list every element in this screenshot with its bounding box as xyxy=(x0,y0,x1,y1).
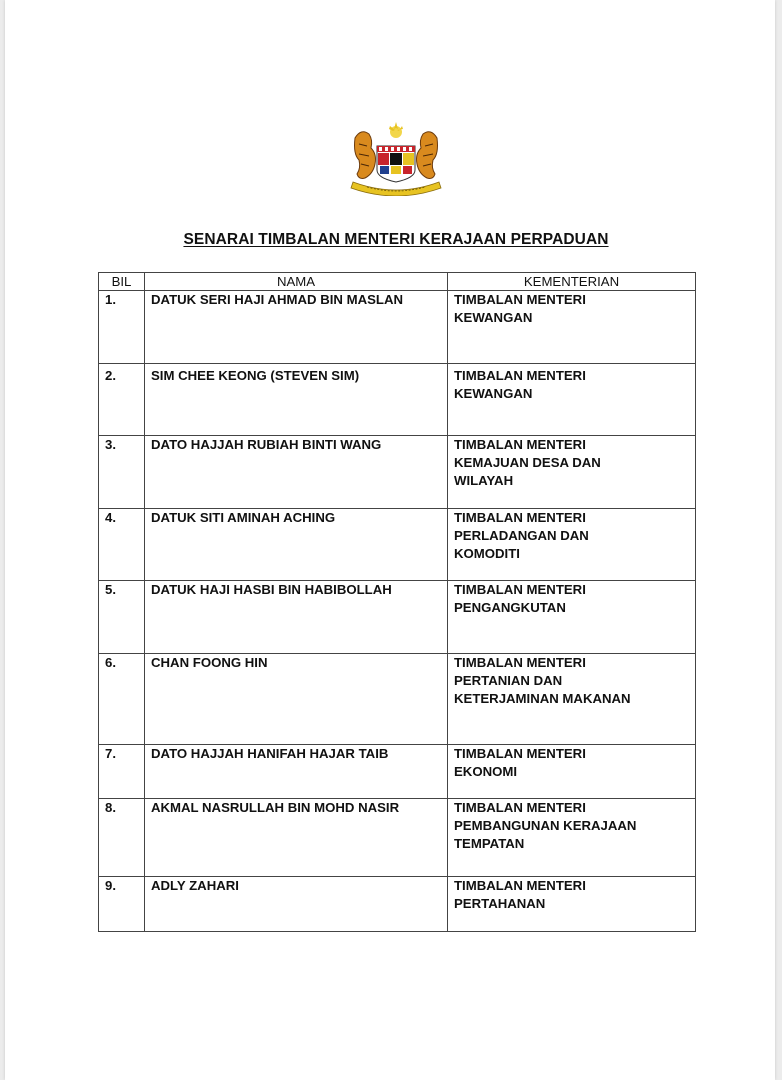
malaysia-coat-of-arms-emblem xyxy=(347,120,445,196)
header-nama: NAMA xyxy=(145,273,448,291)
row-nama: DATUK HAJI HASBI BIN HABIBOLLAH xyxy=(145,581,448,654)
row-nama: DATO HAJJAH RUBIAH BINTI WANG xyxy=(145,436,448,509)
row-nama: SIM CHEE KEONG (STEVEN SIM) xyxy=(145,364,448,436)
row-bil: 5. xyxy=(99,581,145,654)
table-row xyxy=(99,291,696,364)
row-bil: 6. xyxy=(99,654,145,745)
row-kementerian: TIMBALAN MENTERI PEMBANGUNAN KERAJAAN TEMPATAN xyxy=(448,799,696,877)
table-row xyxy=(99,436,696,509)
row-bil: 8. xyxy=(99,799,145,877)
table-row xyxy=(99,877,696,932)
row-nama: AKMAL NASRULLAH BIN MOHD NASIR xyxy=(145,799,448,877)
header-kementerian: KEMENTERIAN xyxy=(448,273,696,291)
document-title: SENARAI TIMBALAN MENTERI KERAJAAN PERPADUAN xyxy=(183,231,609,248)
row-bil: 2. xyxy=(99,364,145,436)
row-nama: DATO HAJJAH HANIFAH HAJAR TAIB xyxy=(145,745,448,799)
row-nama: ADLY ZAHARI xyxy=(145,877,448,932)
row-bil: 9. xyxy=(99,877,145,932)
row-bil: 7. xyxy=(99,745,145,799)
row-bil: 1. xyxy=(99,291,145,364)
row-bil: 3. xyxy=(99,436,145,509)
row-kementerian: TIMBALAN MENTERI KEWANGAN xyxy=(448,364,696,436)
table-row xyxy=(99,654,696,745)
row-kementerian: TIMBALAN MENTERI PERTANIAN DAN KETERJAMINAN MAKANAN xyxy=(448,654,696,745)
row-bil: 4. xyxy=(99,509,145,581)
deputy-ministers-table xyxy=(98,272,696,932)
row-kementerian: TIMBALAN MENTERI EKONOMI xyxy=(448,745,696,799)
table-row xyxy=(99,581,696,654)
row-kementerian: TIMBALAN MENTERI KEWANGAN xyxy=(448,291,696,364)
row-kementerian: TIMBALAN MENTERI PERLADANGAN DAN KOMODITI xyxy=(448,509,696,581)
table-row xyxy=(99,799,696,877)
header-bil: BIL xyxy=(99,273,145,291)
row-kementerian: TIMBALAN MENTERI PENGANGKUTAN xyxy=(448,581,696,654)
row-nama: DATUK SERI HAJI AHMAD BIN MASLAN xyxy=(145,291,448,364)
row-nama: CHAN FOONG HIN xyxy=(145,654,448,745)
table-row xyxy=(99,364,696,436)
row-kementerian: TIMBALAN MENTERI KEMAJUAN DESA DAN WILAYAH xyxy=(448,436,696,509)
table-header-row xyxy=(99,273,696,291)
row-nama: DATUK SITI AMINAH ACHING xyxy=(145,509,448,581)
row-kementerian: TIMBALAN MENTERI PERTAHANAN xyxy=(448,877,696,932)
table-row xyxy=(99,745,696,799)
table-row xyxy=(99,509,696,581)
